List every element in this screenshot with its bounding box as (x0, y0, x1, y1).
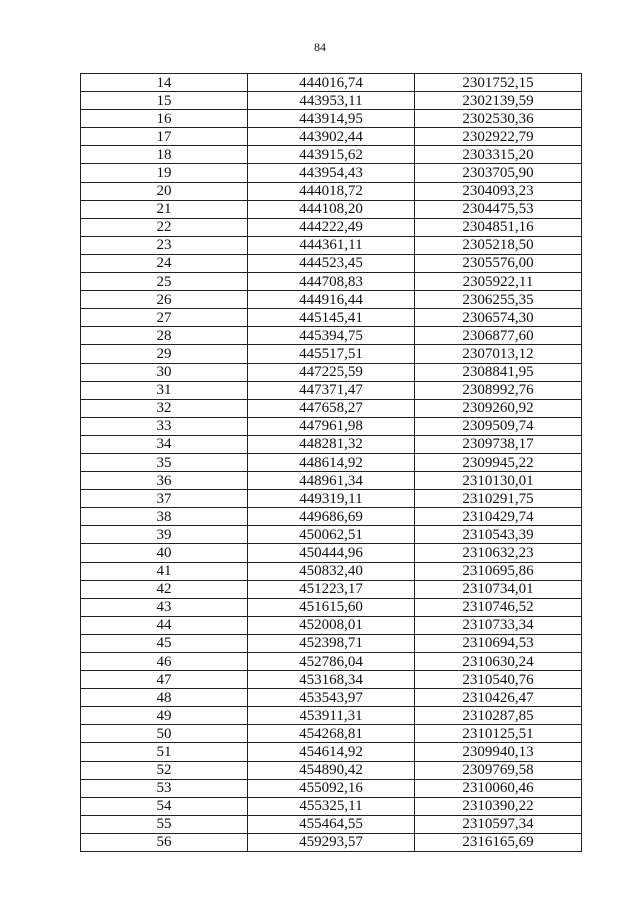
y-coordinate-cell: 2310540,76 (415, 671, 582, 689)
point-number-cell: 14 (81, 74, 248, 92)
x-coordinate-cell: 443902,44 (248, 128, 415, 146)
x-coordinate-cell: 448281,32 (248, 435, 415, 453)
x-coordinate-cell: 445394,75 (248, 327, 415, 345)
y-coordinate-cell: 2303705,90 (415, 164, 582, 182)
x-coordinate-cell: 449319,11 (248, 490, 415, 508)
x-coordinate-cell: 447961,98 (248, 417, 415, 435)
y-coordinate-cell: 2302139,59 (415, 92, 582, 110)
point-number-cell: 28 (81, 327, 248, 345)
x-coordinate-cell: 450062,51 (248, 526, 415, 544)
table-row (81, 490, 582, 508)
x-coordinate-cell: 453911,31 (248, 707, 415, 725)
table-row (81, 345, 582, 363)
x-coordinate-cell: 459293,57 (248, 833, 415, 851)
y-coordinate-cell: 2305576,00 (415, 254, 582, 272)
x-coordinate-cell: 454890,42 (248, 761, 415, 779)
point-number-cell: 39 (81, 526, 248, 544)
y-coordinate-cell: 2309945,22 (415, 453, 582, 471)
point-number-cell: 49 (81, 707, 248, 725)
table-row (81, 254, 582, 272)
y-coordinate-cell: 2309940,13 (415, 743, 582, 761)
x-coordinate-cell: 447658,27 (248, 399, 415, 417)
point-number-cell: 52 (81, 761, 248, 779)
x-coordinate-cell: 443953,11 (248, 92, 415, 110)
point-number-cell: 42 (81, 580, 248, 598)
x-coordinate-cell: 444108,20 (248, 200, 415, 218)
x-coordinate-cell: 444016,74 (248, 74, 415, 92)
y-coordinate-cell: 2308841,95 (415, 363, 582, 381)
y-coordinate-cell: 2310695,86 (415, 562, 582, 580)
x-coordinate-cell: 454614,92 (248, 743, 415, 761)
x-coordinate-cell: 453543,97 (248, 689, 415, 707)
table-row (81, 92, 582, 110)
point-number-cell: 35 (81, 453, 248, 471)
table-row (81, 779, 582, 797)
x-coordinate-cell: 448614,92 (248, 453, 415, 471)
x-coordinate-cell: 444222,49 (248, 218, 415, 236)
x-coordinate-cell: 444361,11 (248, 236, 415, 254)
x-coordinate-cell: 451223,17 (248, 580, 415, 598)
y-coordinate-cell: 2306877,60 (415, 327, 582, 345)
y-coordinate-cell: 2306574,30 (415, 309, 582, 327)
y-coordinate-cell: 2310746,52 (415, 598, 582, 616)
x-coordinate-cell: 454268,81 (248, 725, 415, 743)
point-number-cell: 15 (81, 92, 248, 110)
x-coordinate-cell: 452398,71 (248, 634, 415, 652)
table-row (81, 273, 582, 291)
point-number-cell: 41 (81, 562, 248, 580)
point-number-cell: 55 (81, 815, 248, 833)
y-coordinate-cell: 2303315,20 (415, 146, 582, 164)
point-number-cell: 33 (81, 417, 248, 435)
y-coordinate-cell: 2302922,79 (415, 128, 582, 146)
point-number-cell: 20 (81, 182, 248, 200)
y-coordinate-cell: 2304851,16 (415, 218, 582, 236)
point-number-cell: 16 (81, 110, 248, 128)
table-row (81, 707, 582, 725)
table-row (81, 200, 582, 218)
table-row (81, 218, 582, 236)
x-coordinate-cell: 444708,83 (248, 273, 415, 291)
y-coordinate-cell: 2310694,53 (415, 634, 582, 652)
table-row (81, 634, 582, 652)
y-coordinate-cell: 2310287,85 (415, 707, 582, 725)
y-coordinate-cell: 2301752,15 (415, 74, 582, 92)
x-coordinate-cell: 450832,40 (248, 562, 415, 580)
y-coordinate-cell: 2310130,01 (415, 472, 582, 490)
page-number: 84 (314, 40, 326, 54)
point-number-cell: 31 (81, 381, 248, 399)
table-row (81, 815, 582, 833)
y-coordinate-cell: 2306255,35 (415, 291, 582, 309)
x-coordinate-cell: 447371,47 (248, 381, 415, 399)
table-row (81, 616, 582, 634)
y-coordinate-cell: 2302530,36 (415, 110, 582, 128)
table-row (81, 128, 582, 146)
x-coordinate-cell: 455464,55 (248, 815, 415, 833)
point-number-cell: 50 (81, 725, 248, 743)
y-coordinate-cell: 2310597,34 (415, 815, 582, 833)
point-number-cell: 17 (81, 128, 248, 146)
point-number-cell: 26 (81, 291, 248, 309)
table-row (81, 653, 582, 671)
point-number-cell: 54 (81, 797, 248, 815)
point-number-cell: 25 (81, 273, 248, 291)
table-row (81, 797, 582, 815)
point-number-cell: 32 (81, 399, 248, 417)
table-row (81, 689, 582, 707)
point-number-cell: 23 (81, 236, 248, 254)
y-coordinate-cell: 2305218,50 (415, 236, 582, 254)
point-number-cell: 36 (81, 472, 248, 490)
y-coordinate-cell: 2310543,39 (415, 526, 582, 544)
point-number-cell: 47 (81, 671, 248, 689)
y-coordinate-cell: 2310125,51 (415, 725, 582, 743)
x-coordinate-cell: 452008,01 (248, 616, 415, 634)
x-coordinate-cell: 453168,34 (248, 671, 415, 689)
point-number-cell: 38 (81, 508, 248, 526)
table-row (81, 291, 582, 309)
y-coordinate-cell: 2309738,17 (415, 435, 582, 453)
point-number-cell: 30 (81, 363, 248, 381)
table-row (81, 508, 582, 526)
table-row (81, 472, 582, 490)
y-coordinate-cell: 2304475,53 (415, 200, 582, 218)
x-coordinate-cell: 451615,60 (248, 598, 415, 616)
y-coordinate-cell: 2310390,22 (415, 797, 582, 815)
y-coordinate-cell: 2310060,46 (415, 779, 582, 797)
point-number-cell: 19 (81, 164, 248, 182)
y-coordinate-cell: 2310733,34 (415, 616, 582, 634)
table-row (81, 146, 582, 164)
y-coordinate-cell: 2310734,01 (415, 580, 582, 598)
x-coordinate-cell: 452786,04 (248, 653, 415, 671)
x-coordinate-cell: 443954,43 (248, 164, 415, 182)
point-number-cell: 40 (81, 544, 248, 562)
table-row (81, 110, 582, 128)
y-coordinate-cell: 2310429,74 (415, 508, 582, 526)
point-number-cell: 21 (81, 200, 248, 218)
table-row (81, 453, 582, 471)
x-coordinate-cell: 455325,11 (248, 797, 415, 815)
table-row (81, 381, 582, 399)
table-row (81, 725, 582, 743)
point-number-cell: 18 (81, 146, 248, 164)
y-coordinate-cell: 2310632,23 (415, 544, 582, 562)
x-coordinate-cell: 447225,59 (248, 363, 415, 381)
point-number-cell: 29 (81, 345, 248, 363)
x-coordinate-cell: 443914,95 (248, 110, 415, 128)
y-coordinate-cell: 2310426,47 (415, 689, 582, 707)
x-coordinate-cell: 448961,34 (248, 472, 415, 490)
x-coordinate-cell: 450444,96 (248, 544, 415, 562)
table-row (81, 399, 582, 417)
y-coordinate-cell: 2307013,12 (415, 345, 582, 363)
table-row (81, 435, 582, 453)
y-coordinate-cell: 2304093,23 (415, 182, 582, 200)
x-coordinate-cell: 443915,62 (248, 146, 415, 164)
x-coordinate-cell: 444018,72 (248, 182, 415, 200)
point-number-cell: 46 (81, 653, 248, 671)
table-row (81, 526, 582, 544)
y-coordinate-cell: 2316165,69 (415, 833, 582, 851)
y-coordinate-cell: 2310291,75 (415, 490, 582, 508)
coordinates-table-body (81, 74, 582, 852)
table-row (81, 562, 582, 580)
table-row (81, 327, 582, 345)
table-row (81, 417, 582, 435)
point-number-cell: 22 (81, 218, 248, 236)
y-coordinate-cell: 2309769,58 (415, 761, 582, 779)
table-row (81, 236, 582, 254)
table-row (81, 363, 582, 381)
table-row (81, 833, 582, 851)
point-number-cell: 24 (81, 254, 248, 272)
table-row (81, 671, 582, 689)
y-coordinate-cell: 2305922,11 (415, 273, 582, 291)
table-row (81, 598, 582, 616)
point-number-cell: 37 (81, 490, 248, 508)
table-row (81, 74, 582, 92)
y-coordinate-cell: 2309260,92 (415, 399, 582, 417)
point-number-cell: 48 (81, 689, 248, 707)
x-coordinate-cell: 444523,45 (248, 254, 415, 272)
y-coordinate-cell: 2308992,76 (415, 381, 582, 399)
point-number-cell: 44 (81, 616, 248, 634)
table-row (81, 743, 582, 761)
point-number-cell: 53 (81, 779, 248, 797)
point-number-cell: 27 (81, 309, 248, 327)
y-coordinate-cell: 2310630,24 (415, 653, 582, 671)
y-coordinate-cell: 2309509,74 (415, 417, 582, 435)
point-number-cell: 45 (81, 634, 248, 652)
x-coordinate-cell: 445517,51 (248, 345, 415, 363)
coordinates-table (80, 73, 582, 852)
table-row (81, 309, 582, 327)
x-coordinate-cell: 445145,41 (248, 309, 415, 327)
x-coordinate-cell: 455092,16 (248, 779, 415, 797)
x-coordinate-cell: 444916,44 (248, 291, 415, 309)
point-number-cell: 56 (81, 833, 248, 851)
table-row (81, 182, 582, 200)
table-row (81, 544, 582, 562)
x-coordinate-cell: 449686,69 (248, 508, 415, 526)
table-row (81, 761, 582, 779)
point-number-cell: 51 (81, 743, 248, 761)
table-row (81, 164, 582, 182)
point-number-cell: 34 (81, 435, 248, 453)
point-number-cell: 43 (81, 598, 248, 616)
table-row (81, 580, 582, 598)
